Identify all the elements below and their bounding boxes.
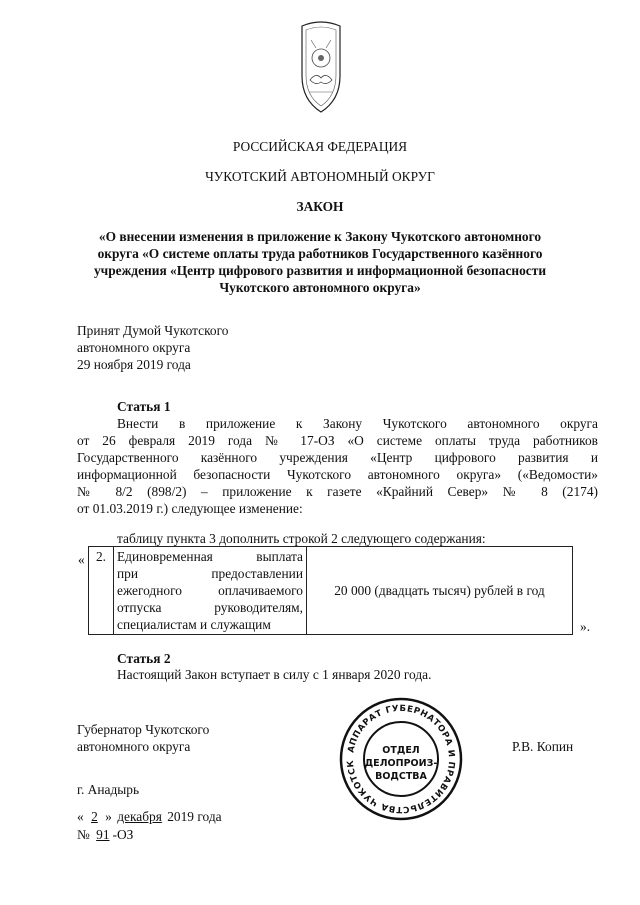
official-stamp bbox=[339, 697, 463, 821]
article-2-text: Настоящий Закон вступает в силу с 1 января 2020 года. bbox=[117, 667, 432, 682]
signatory-position bbox=[77, 721, 209, 755]
date-quote-open: « bbox=[77, 809, 84, 824]
stamp-center-line: ДЕЛОПРОИЗ- bbox=[364, 758, 438, 769]
table-cell-amount: 20 000 (двадцать тысяч) рублей в год bbox=[307, 547, 573, 635]
document-type: ЗАКОН bbox=[296, 199, 344, 214]
date-quote-close: » bbox=[105, 809, 112, 824]
quote-close: ». bbox=[580, 619, 591, 634]
description-line: ежегодного оплачиваемого bbox=[117, 583, 303, 598]
law-number-suffix: -ОЗ bbox=[112, 827, 134, 842]
stamp-ring-text: ПРАВИТЕЛЬСТВА ЧУКОТСК bbox=[345, 759, 457, 815]
quote-open: « bbox=[78, 552, 85, 567]
description-line: при предоставлении bbox=[117, 566, 303, 581]
law-number bbox=[77, 826, 133, 843]
law-title-line: учреждения «Центр цифрового развития и информационной безопасности bbox=[93, 263, 547, 278]
law-number-prefix: № bbox=[77, 827, 90, 842]
date-day: 2 bbox=[91, 809, 98, 824]
signatory-name: Р.В. Копин bbox=[512, 739, 574, 754]
article-1-text bbox=[77, 415, 598, 517]
article-1-line: Внести в приложение к Закону Чукотского автономного округа bbox=[117, 416, 598, 431]
law-title-line: Чукотского автономного округа» bbox=[219, 280, 421, 295]
article-1-line: № 8/2 (898/2) – приложение к газете «Крайний Север» № 8 (2174) bbox=[77, 484, 598, 499]
adoption-line: Принят Думой Чукотского bbox=[77, 323, 229, 338]
article-1-line: информационной безопасности Чукотского автономного округа» («Ведомости» bbox=[77, 467, 598, 482]
stamp-center-line: ОТДЕЛ bbox=[382, 745, 420, 756]
law-number-value: 91 bbox=[96, 827, 110, 842]
article-1-heading: Статья 1 bbox=[117, 399, 171, 414]
law-title-line: «О внесении изменения в приложение к Закону Чукотского автономного bbox=[98, 229, 542, 244]
article-1-line: от 26 февраля 2019 года № 17-ОЗ «О системе оплаты труда работников bbox=[77, 433, 598, 448]
stamp-center-line: ВОДСТВА bbox=[375, 771, 427, 782]
position-line: Губернатор Чукотского bbox=[77, 722, 210, 737]
date-year: 2019 года bbox=[167, 809, 222, 824]
article-1-line: от 01.03.2019 г.) следующее изменение: bbox=[77, 501, 303, 516]
stamp-ring-prefix: АППАРАТ ГУБЕРНАТОРА И bbox=[346, 703, 457, 759]
region-heading: ЧУКОТСКИЙ АВТОНОМНЫЙ ОКРУГ bbox=[205, 169, 435, 184]
table-row bbox=[89, 547, 573, 635]
law-title-line: округа «О системе оплаты труда работников Государственного казённого bbox=[97, 246, 543, 261]
table-cell-number: 2. bbox=[89, 547, 114, 635]
description-line: отпуска руководителям, bbox=[117, 600, 303, 615]
insert-table bbox=[88, 546, 573, 635]
law-title bbox=[0, 228, 640, 296]
city: г. Анадырь bbox=[77, 782, 140, 797]
adoption-info bbox=[77, 322, 228, 373]
coat-of-arms-emblem bbox=[296, 20, 346, 116]
description-line: специалистам и служащим bbox=[117, 617, 271, 632]
table-instruction: таблицу пункта 3 дополнить строкой 2 следующего содержания: bbox=[117, 531, 486, 546]
position-line: автономного округа bbox=[77, 739, 191, 754]
country-heading: РОССИЙСКАЯ ФЕДЕРАЦИЯ bbox=[232, 139, 408, 154]
date-month: декабря bbox=[117, 809, 162, 824]
article-2-heading: Статья 2 bbox=[117, 651, 171, 666]
description-line: Единовременная выплата bbox=[117, 549, 303, 564]
adoption-line: автономного округа bbox=[77, 340, 191, 355]
table-cell-description bbox=[114, 547, 307, 635]
signing-date bbox=[77, 808, 222, 825]
adoption-line: 29 ноября 2019 года bbox=[77, 357, 191, 372]
article-1-line: Государственного казённого учреждения «Центр цифрового развития и bbox=[77, 450, 598, 465]
